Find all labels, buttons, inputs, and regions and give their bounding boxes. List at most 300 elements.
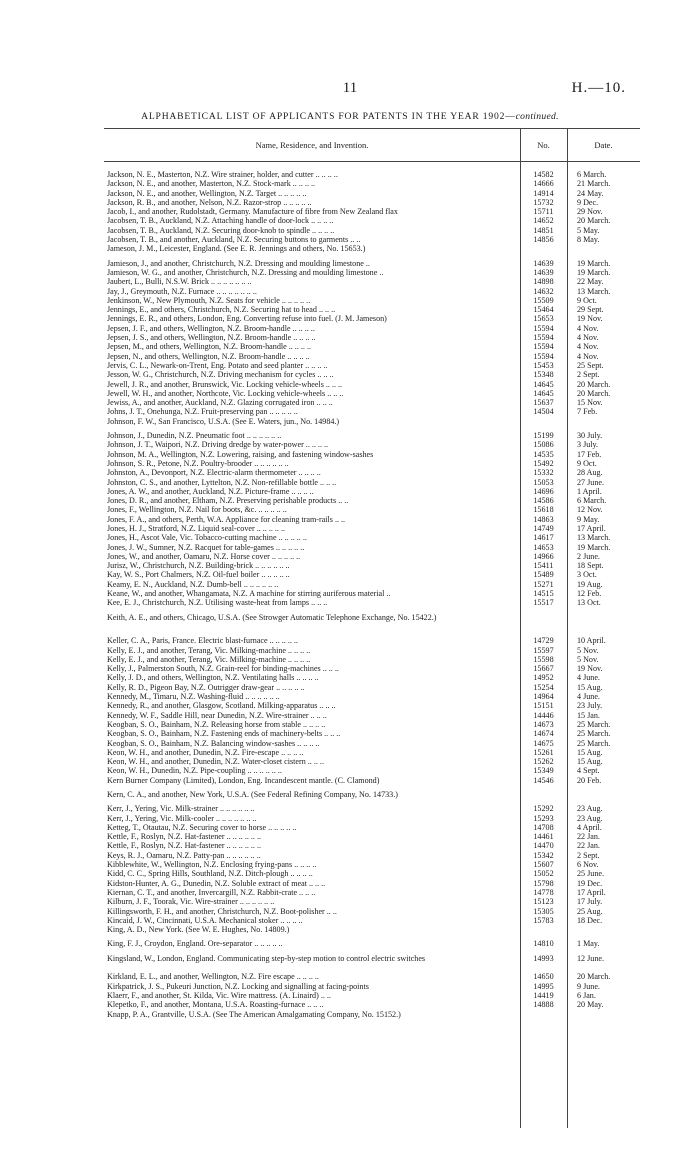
table-row: [104, 860, 640, 869]
applicant-entry: Keon, W. H., and another, Dunedin, N.Z. Water-closet cistern .. .. ..: [107, 757, 324, 767]
table-row: [104, 207, 640, 216]
applicant-entry: Jewell, W. H., and another, Northcote, Vic. Locking vehicle-wheels .. .. ..: [107, 388, 344, 398]
application-date: 20 Feb.: [577, 775, 602, 785]
application-date: 4 Nov.: [577, 342, 599, 352]
applicant-entry: Jacobsen, T. B., and another, Auckland, N.Z. Securing buttons to garments .. ..: [107, 235, 361, 245]
applicant-entry: Jamieson, J., and another, Christchurch, N.Z. Dressing and moulding limestone ..: [107, 258, 370, 268]
page-number: 11: [342, 80, 358, 96]
applicant-entry: Jennings, E., and others, Christchurch, N.Z. Securing hat to head .. .. ..: [107, 305, 336, 315]
application-date: 15 Jan.: [577, 710, 600, 720]
table-row: [104, 324, 640, 333]
table-row: [104, 440, 640, 449]
patent-number: 14582: [533, 170, 554, 179]
table-row: [104, 398, 640, 407]
application-date: 9 Oct.: [577, 458, 597, 468]
applicant-entry: Kelly, R. D., Pigeon Bay, N.Z. Outrigger draw-gear .. .. .. .. ..: [107, 682, 305, 692]
applicant-entry: Kerr, J., Yering, Vic. Milk-strainer .. .. .. .. .. ..: [107, 804, 255, 814]
application-date: 10 April.: [577, 636, 606, 646]
application-date: 4 Nov.: [577, 323, 599, 333]
application-date: 4 June.: [577, 692, 600, 702]
applicant-entry: Klepetko, F., and another, Montana, U.S.A. Roasting-furnace .. .. ..: [107, 1000, 324, 1010]
patent-number: 15293: [533, 813, 554, 823]
applicant-entry: Kirkland, E. L., and another, Wellington, N.Z. Fire escape .. .. .. ..: [107, 972, 319, 982]
applicant-entry: Jones, H. J., Stratford, N.Z. Liquid seal-cover .. .. .. .. ..: [107, 523, 286, 533]
application-date: 2 June.: [577, 551, 600, 561]
table-row: [104, 407, 640, 416]
application-date: [567, 417, 640, 426]
applicant-entry: Keith, A. E., and others, Chicago, U.S.A. (See Strowger Automatic Telephone Exchange, No. 15422.): [107, 612, 437, 622]
patent-number: 14650: [533, 972, 554, 982]
patent-number: 14708: [533, 822, 554, 832]
table-row: [104, 352, 640, 361]
application-date: 8 May.: [577, 235, 600, 245]
applicant-entry: Kettle, F., Roslyn, N.Z. Hat-fastener .. .. .. .. .. ..: [107, 841, 262, 851]
patent-number: [520, 244, 567, 253]
applicant-entry: Jamieson, W. G., and another, Christchurch, N.Z. Dressing and moulding limestone ..: [107, 267, 384, 277]
application-date: 25 Aug.: [577, 906, 603, 916]
application-date: 18 Sept.: [577, 561, 604, 571]
table-row: [104, 739, 640, 748]
applicant-entry: Kern, C. A., and another, New York, U.S.A. (See Federal Refining Company, No. 14733.): [107, 790, 398, 799]
patent-number: 15464: [533, 305, 554, 315]
patent-number: 15594: [533, 342, 554, 352]
table-row: [104, 198, 640, 207]
patent-number: 14749: [533, 523, 554, 533]
patent-number: 14674: [533, 729, 554, 739]
application-date: 5 Nov.: [577, 645, 599, 655]
applicant-entry: King, A. D., New York. (See W. E. Hughes, No. 14809.): [107, 925, 290, 935]
table-row: [104, 720, 640, 729]
patent-number: 14446: [533, 710, 554, 720]
application-date: 20 March.: [577, 388, 611, 398]
application-date: 5 May.: [577, 225, 600, 235]
patent-number: 15489: [533, 570, 554, 580]
patent-number: 15332: [533, 468, 554, 478]
patent-number: 15199: [533, 431, 554, 441]
table-row: [104, 729, 640, 738]
patent-number: 15292: [533, 804, 554, 814]
table-row: [104, 748, 640, 757]
applicant-entry: Kelly, E. J., and another, Terang, Vic. Milking-machine .. .. .. ..: [107, 654, 311, 664]
patent-number: [520, 417, 567, 426]
patent-number: 15597: [533, 645, 554, 655]
table-row: [104, 991, 640, 1000]
table-row: [104, 478, 640, 487]
table-row: [104, 776, 640, 785]
patent-number: 15607: [533, 860, 554, 870]
patent-number: 14645: [533, 379, 554, 389]
table-row: [104, 450, 640, 459]
table-row: [104, 287, 640, 296]
column-header-date: Date.: [594, 140, 613, 150]
applicant-entry: Kee, E. J., Christchurch, N.Z. Utilising waste-heat from lamps .. .. ..: [107, 598, 328, 608]
table-row: [104, 804, 640, 813]
patent-number: 14851: [533, 225, 554, 235]
application-date: 19 March.: [577, 542, 611, 552]
applicant-entry: Jones, A. W., and another, Auckland, N.Z. Picture-frame .. .. .. ..: [107, 486, 314, 496]
table-row: [104, 216, 640, 225]
patent-number: 14653: [533, 542, 554, 552]
applicant-entry: Jepsen, J. F., and others, Wellington, N.Z. Broom-handle .. .. .. ..: [107, 323, 315, 333]
application-date: 9 June.: [577, 981, 600, 991]
applicant-entry: Keamy, E. N., Auckland, N.Z. Dumb-bell .. .. .. .. .. ..: [107, 579, 279, 589]
application-date: 19 Aug.: [577, 579, 603, 589]
application-date: 25 March.: [577, 729, 611, 739]
application-date: 2 Sept.: [577, 850, 600, 860]
applicant-entry: Jones, J. W., Sumner, N.Z. Racquet for table-games .. .. .. .. ..: [107, 542, 305, 552]
page-title: [0, 111, 700, 122]
application-date: 30 July.: [577, 431, 603, 441]
application-date: 13 March.: [577, 533, 611, 543]
patent-number: 15453: [533, 360, 554, 370]
patent-number: [520, 925, 567, 934]
applicant-entry: Jackson, N. E., and another, Masterton, N.Z. Stock-mark .. .. .. ..: [107, 179, 316, 189]
table-row: [104, 314, 640, 323]
patent-number: 15783: [533, 915, 554, 925]
table-row: [104, 459, 640, 468]
applicant-entry: Jones, W., and another, Oamaru, N.Z. Horse cover .. .. .. .. ..: [107, 551, 301, 561]
application-date: 17 Feb.: [577, 449, 602, 459]
patent-number: 15798: [533, 878, 554, 888]
table-row: [104, 832, 640, 841]
patent-number: 14914: [533, 188, 554, 198]
application-date: 15 Aug.: [577, 757, 603, 767]
table-row: [104, 673, 640, 682]
application-date: 19 March.: [577, 258, 611, 268]
application-date: 19 March.: [577, 267, 611, 277]
application-date: 6 Nov.: [577, 860, 599, 870]
table-row: [104, 361, 640, 370]
application-date: 24 May.: [577, 188, 604, 198]
application-date: 23 July.: [577, 701, 603, 711]
patent-number: 14645: [533, 388, 554, 398]
application-date: 20 March.: [577, 379, 611, 389]
column-header-no: No.: [537, 140, 550, 150]
page-title-main: ALPHABETICAL LIST OF APPLICANTS FOR PATENTS IN THE YEAR 1902—: [141, 111, 516, 122]
patent-number: 15517: [533, 598, 554, 608]
table-row: [104, 333, 640, 342]
application-date: 6 Jan.: [577, 990, 596, 1000]
applicant-entry: Jackson, R. B., and another, Nelson, N.Z. Razor-strop .. .. .. .. ..: [107, 197, 312, 207]
application-date: 9 Dec.: [577, 197, 599, 207]
application-date: 4 June.: [577, 673, 600, 683]
applicant-entry: Keogban, S. O., Bainham, N.Z. Releasing horse from stable .. .. .. ..: [107, 719, 326, 729]
application-date: 17 April.: [577, 523, 606, 533]
patent-number: 15342: [533, 850, 554, 860]
applicant-entry: Jaubert, L., Bulli, N.S.W. Brick .. .. .. .. .. .. ..: [107, 277, 252, 287]
table-row: [104, 888, 640, 897]
applicant-entry: Kelly, J. D., and others, Wellington, N.Z. Ventilating halls .. .. .. ..: [107, 673, 319, 683]
table-row: [104, 417, 640, 426]
table-row: [104, 496, 640, 505]
table-row: [104, 982, 640, 991]
applicant-entry: Kirkpatrick, J. S., Pukeuri Junction, N.Z. Locking and signalling at facing-points: [107, 981, 369, 991]
applicant-entry: Kern Burner Company (Limited), London, Eng. Incandescent mantle. (C. Clamond): [107, 775, 380, 785]
table-row: [104, 972, 640, 981]
table-row: [104, 389, 640, 398]
table-row: [104, 226, 640, 235]
applicant-entry: Kingsland, W., London, England. Communicating step-by-step motion to control electric switches: [107, 953, 426, 963]
patent-number: 14995: [533, 981, 554, 991]
application-date: [567, 790, 640, 799]
applicant-entry: Jones, F. A., and others, Perth, W.A. Appliance for cleaning tram-rails .. ..: [107, 514, 346, 524]
application-date: 12 Nov.: [577, 505, 603, 515]
patent-number: 14546: [533, 775, 554, 785]
application-date: 9 May.: [577, 514, 600, 524]
table-row: [104, 897, 640, 906]
patent-number: 14898: [533, 277, 554, 287]
application-date: 3 Oct.: [577, 570, 597, 580]
application-date: 25 Sept.: [577, 360, 604, 370]
application-date: 12 June.: [577, 953, 604, 963]
application-date: 19 Nov.: [577, 314, 603, 324]
applicant-entry: Jones, D. R., and another, Eltham, N.Z. Preserving perishable products .. ..: [107, 496, 349, 506]
applicant-entry: Klaerr, F., and another, St. Kilda, Vic. Wire mattress. (A. Linaird) .. ..: [107, 990, 331, 1000]
application-date: 7 Feb.: [577, 407, 598, 417]
patent-number: [520, 1010, 567, 1019]
applicant-entry: Johnston, A., Devonport, N.Z. Electric-alarm thermometer .. .. .. ..: [107, 468, 321, 478]
patent-number: 15411: [533, 561, 554, 571]
table-row: [104, 370, 640, 379]
table-row: [104, 907, 640, 916]
applicant-entry: Jennings, E. R., and others, London, Eng. Converting refuse into fuel. (J. M. Jameson): [107, 314, 387, 324]
patent-number: 15732: [533, 197, 554, 207]
application-date: 29 Nov.: [577, 207, 603, 217]
table-row: [104, 570, 640, 579]
table-row: [104, 296, 640, 305]
table-row: [104, 561, 640, 570]
application-date: 22 Jan.: [577, 841, 600, 851]
table-row: [104, 1010, 640, 1019]
table-row: [104, 235, 640, 244]
table-row: [104, 646, 640, 655]
patent-number: 14966: [533, 551, 554, 561]
application-date: 19 Nov.: [577, 664, 603, 674]
table-row: [104, 380, 640, 389]
table-row: [104, 580, 640, 589]
application-date: 23 Aug.: [577, 813, 603, 823]
application-date: 4 Nov.: [577, 351, 599, 361]
patent-number: 14461: [533, 832, 554, 842]
applicant-entry: Johnson, J. T., Waipori, N.Z. Driving dredge by water-power .. .. .. ..: [107, 440, 329, 450]
patent-number: 15637: [533, 398, 554, 408]
application-date: [567, 244, 640, 253]
table-row: [104, 613, 640, 632]
application-date: [567, 1010, 640, 1019]
applicant-entry: Jacob, I., and another, Rudolstadt, Germany. Manufacture of fibre from New Zealand flax: [107, 207, 398, 217]
applicant-entry: Jones, H., Ascot Vale, Vic. Tobacco-cutting machine .. .. .. .. ..: [107, 533, 307, 543]
application-date: 27 June.: [577, 477, 604, 487]
applicant-entry: Kincaid, J. W., Cincinnati, U.S.A. Mechanical stoker .. .. .. ..: [107, 915, 303, 925]
patent-number: 15053: [533, 477, 554, 487]
patent-number: 15262: [533, 757, 554, 767]
patent-number: 14696: [533, 486, 554, 496]
application-date: 4 Sept.: [577, 766, 600, 776]
applicant-entry: Keon, W. H., and another, Dunedin, N.Z. Fire-escape .. .. .. ..: [107, 747, 304, 757]
application-date: 21 March.: [577, 179, 611, 189]
application-date: 17 July.: [577, 897, 603, 907]
patent-number: 14729: [533, 636, 554, 646]
patent-number: 14666: [533, 179, 554, 189]
applicant-entry: Keon, W. H., Dunedin, N.Z. Pipe-coupling .. .. .. .. .. ..: [107, 766, 282, 776]
patent-number: 15594: [533, 351, 554, 361]
table-row: [104, 823, 640, 832]
table-row: [104, 664, 640, 673]
patent-number: 15086: [533, 440, 554, 450]
applicant-entry: Jacobsen, T. B., Auckland, N.Z. Securing door-knob to spindle .. .. .. ..: [107, 225, 335, 235]
table-row: [104, 589, 640, 598]
patent-number: 15598: [533, 654, 554, 664]
applicant-entry: Kennedy, R., and another, Glasgow, Scotland. Milking-apparatus .. .. ..: [107, 701, 336, 711]
patent-number: 14810: [533, 939, 554, 949]
applicant-entry: Johnson, S. R., Petone, N.Z. Poultry-brooder .. .. .. .. .. ..: [107, 458, 289, 468]
application-date: 9 Oct.: [577, 295, 597, 305]
applicant-entry: Johnson, M. A., Wellington, N.Z. Lowering, raising, and fastening window-sashes: [107, 449, 374, 459]
application-date: 20 May.: [577, 1000, 604, 1010]
applicant-entry: Jenkinson, W., New Plymouth, N.Z. Seats for vehicle .. .. .. .. ..: [107, 295, 311, 305]
applicant-entry: Johnson, J., Dunedin, N.Z. Pneumatic foot .. .. .. .. .. ..: [107, 431, 282, 441]
table-row: [104, 869, 640, 878]
applicant-entry: Jepsen, J. S., and others, Wellington, N.Z. Broom-handle .. .. .. ..: [107, 333, 316, 343]
table-row: [104, 342, 640, 351]
application-date: [567, 613, 640, 632]
applicant-entry: Jesson, W. G., Christchurch, N.Z. Driving mechanism for cycles .. .. ..: [107, 370, 334, 380]
applicant-entry: Kelly, J., Palmerston South, N.Z. Grain-reel for binding-machines .. .. ..: [107, 664, 339, 674]
applicant-entry: Keane, W., and another, Whangamata, N.Z. A machine for stirring auriferous material ..: [107, 589, 391, 599]
applicant-entry: Jewell, J. R., and another, Brunswick, Vic. Locking vehicle-wheels .. .. ..: [107, 379, 343, 389]
applicant-entry: Jepsen, M., and others, Wellington, N.Z. Broom-handle .. .. .. ..: [107, 342, 311, 352]
table-row: [104, 711, 640, 720]
header-rule-top: [104, 128, 640, 129]
applicant-entry: Kettle, F., Roslyn, N.Z. Hat-fastener .. .. .. .. .. ..: [107, 832, 262, 842]
table-row: [104, 925, 640, 934]
applicant-entry: Keys, R. J., Oamaru, N.Z. Patty-pan .. .. .. .. .. ..: [107, 850, 261, 860]
table-row: [104, 814, 640, 823]
table-row: [104, 841, 640, 850]
patent-number: 14535: [533, 449, 554, 459]
applicant-entry: Kennedy, W. F., Saddle Hill, near Dunedin, N.Z. Wire-strainer .. .. ..: [107, 710, 327, 720]
patent-number: 15711: [533, 207, 554, 217]
application-date: 22 May.: [577, 277, 604, 287]
table-row: [104, 277, 640, 286]
application-date: 17 April.: [577, 887, 606, 897]
patent-number: 15123: [533, 897, 554, 907]
document-reference: H.—10.: [571, 80, 626, 96]
patent-number: 15271: [533, 579, 554, 589]
table-row: [104, 487, 640, 496]
application-date: 29 Sept.: [577, 305, 604, 315]
patent-number: 14675: [533, 738, 554, 748]
table-row: [104, 189, 640, 198]
applicant-entry: Jones, F., Wellington, N.Z. Nail for boots, &c. .. .. .. .. ..: [107, 505, 287, 515]
application-date: 12 Feb.: [577, 589, 602, 599]
patent-number: 14993: [533, 953, 554, 963]
applicant-entry: King, F. J., Croydon, England. Ore-separator .. .. .. .. ..: [107, 939, 283, 949]
patent-number: 14652: [533, 216, 554, 226]
patent-list: [104, 170, 640, 1019]
application-date: 25 March.: [577, 738, 611, 748]
applicant-entry: Kilburn, J. F., Toorak, Vic. Wire-strainer .. .. .. .. .. ..: [107, 897, 275, 907]
application-date: 15 Aug.: [577, 747, 603, 757]
table-row: [104, 431, 640, 440]
application-date: 3 July.: [577, 440, 599, 450]
patent-number: 14863: [533, 514, 554, 524]
table-row: [104, 692, 640, 701]
table-row: [104, 170, 640, 179]
applicant-entry: Jay, J., Greymouth, N.Z. Furnace .. .. .. .. .. .. ..: [107, 286, 257, 296]
applicant-entry: Jewiss, A., and another, Auckland, N.Z. Glazing corrugated iron .. .. ..: [107, 398, 333, 408]
patent-number: 14964: [533, 692, 554, 702]
application-date: 18 Dec.: [577, 915, 603, 925]
applicant-entry: Ketteg, T., Otautau, N.Z. Securing cover to horse .. .. .. .. ..: [107, 822, 297, 832]
application-date: 19 Dec.: [577, 878, 603, 888]
application-date: 4 April.: [577, 822, 602, 832]
patent-number: 14673: [533, 719, 554, 729]
patent-number: 15594: [533, 323, 554, 333]
applicant-entry: Jepsen, N., and others, Wellington, N.Z. Broom-handle .. .. .. ..: [107, 351, 310, 361]
patent-number: 15667: [533, 664, 554, 674]
table-row: [104, 701, 640, 710]
table-row: [104, 790, 640, 799]
applicant-entry: Jervis, C. L., Newark-on-Trent, Eng. Potato and seed planter .. .. .. ..: [107, 360, 328, 370]
table-row: [104, 598, 640, 607]
application-date: 25 June.: [577, 869, 604, 879]
patent-number: [520, 613, 567, 632]
applicant-entry: Kay, W. S., Port Chalmers, N.Z. Oil-fuel boiler .. .. .. .. ..: [107, 570, 290, 580]
patent-number: 14586: [533, 496, 554, 506]
table-row: [104, 916, 640, 925]
patent-number: 14952: [533, 673, 554, 683]
applicant-entry: Jackson, N. E., and another, Wellington, N.Z. Target .. .. .. .. ..: [107, 188, 307, 198]
patent-number: 15349: [533, 766, 554, 776]
patent-number: 14617: [533, 533, 554, 543]
patent-number: 14632: [533, 286, 554, 296]
patent-number: 15509: [533, 295, 554, 305]
applicant-entry: Kennedy, M., Timaru, N.Z. Washing-fluid .. .. .. .. .. ..: [107, 692, 280, 702]
table-row: [104, 533, 640, 542]
application-date: 28 Aug.: [577, 468, 603, 478]
patent-number: 14504: [533, 407, 554, 417]
table-row: [104, 244, 640, 253]
application-date: 15 Aug.: [577, 682, 603, 692]
table-row: [104, 468, 640, 477]
applicant-entry: Kibblewhite, W., Wellington, N.Z. Enclosing frying-pans .. .. .. ..: [107, 860, 317, 870]
application-date: 20 March.: [577, 972, 611, 982]
application-date: 1 May.: [577, 939, 600, 949]
table-row: [104, 954, 640, 973]
application-date: 22 Jan.: [577, 832, 600, 842]
applicant-entry: Keogban, S. O., Bainham, N.Z. Fastening ends of machinery-belts .. .. ..: [107, 729, 341, 739]
applicant-entry: Kiernan, C. T., and another, Invercargill, N.Z. Rabbit-crate .. .. ..: [107, 887, 316, 897]
applicant-entry: Keogban, S. O., Bainham, N.Z. Balancing window-sashes .. .. .. ..: [107, 738, 320, 748]
application-date: 5 Nov.: [577, 654, 599, 664]
patent-number: 14778: [533, 887, 554, 897]
table-row: [104, 636, 640, 645]
table-row: [104, 505, 640, 514]
table-row: [104, 879, 640, 888]
patent-number: 14856: [533, 235, 554, 245]
header-rule-bottom: [104, 161, 640, 162]
application-date: 13 March.: [577, 286, 611, 296]
patent-number: 14470: [533, 841, 554, 851]
table-row: [104, 851, 640, 860]
application-date: 6 March.: [577, 170, 607, 179]
table-row: [104, 766, 640, 775]
patent-number: 15348: [533, 370, 554, 380]
patent-number: [520, 790, 567, 799]
patent-number: 15261: [533, 747, 554, 757]
applicant-entry: Johnston, C. S., and another, Lyttelton, N.Z. Non-refillable bottle .. .. ..: [107, 477, 337, 487]
